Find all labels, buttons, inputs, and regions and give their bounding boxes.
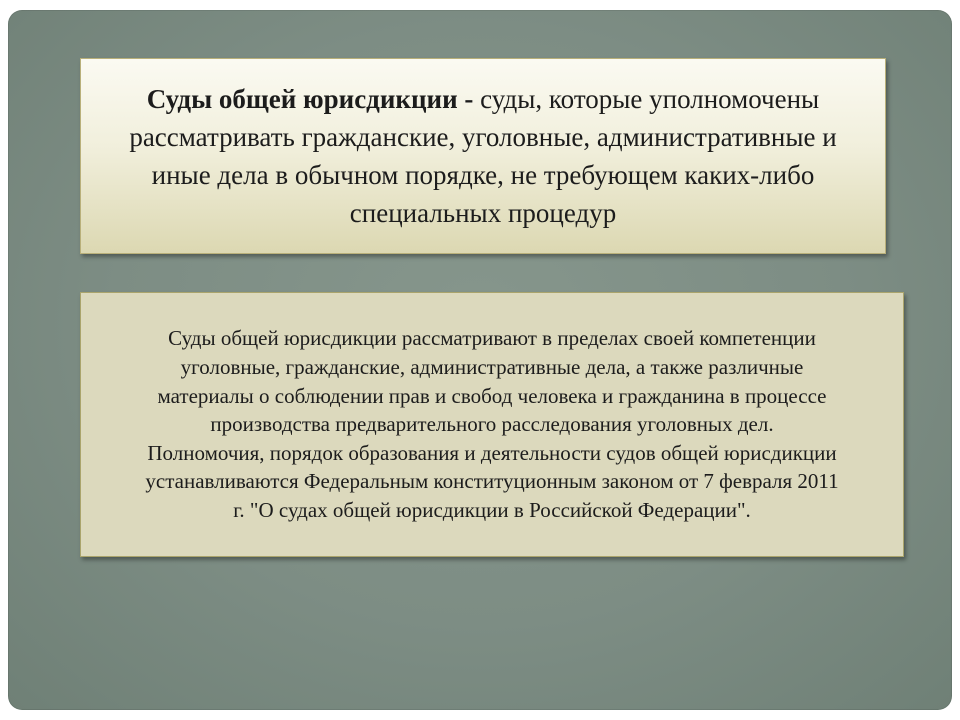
detail-box bbox=[80, 292, 904, 557]
definition-box bbox=[80, 58, 886, 254]
definition-body: суды, которые уполномочены рассматривать гражданские, уголовные, административные и иные дела в обычном порядке, не требующем каких-либо специальных процедур bbox=[129, 84, 837, 228]
detail-paragraph bbox=[145, 324, 838, 524]
detail-line: материалы о соблюдении прав и свобод человека и гражданина в процессе bbox=[157, 383, 827, 408]
definition-term: Суды общей юрисдикции - bbox=[146, 84, 474, 114]
detail-line: г. "О судах общей юрисдикции в Российской Федерации". bbox=[233, 497, 751, 522]
detail-line: устанавливаются Федеральным конституционным законом от 7 февраля 2011 bbox=[145, 469, 839, 494]
detail-line: Суды общей юрисдикции рассматривают в пределах своей компетенции bbox=[168, 326, 816, 351]
detail-line: уголовные, гражданские, административные дела, а также различные bbox=[180, 355, 804, 380]
detail-line: производства предварительного расследования уголовных дел. bbox=[210, 412, 774, 437]
detail-line: Полномочия, порядок образования и деятельности судов общей юрисдикции bbox=[147, 440, 837, 465]
definition-paragraph bbox=[105, 80, 861, 232]
slide-background bbox=[8, 10, 952, 710]
